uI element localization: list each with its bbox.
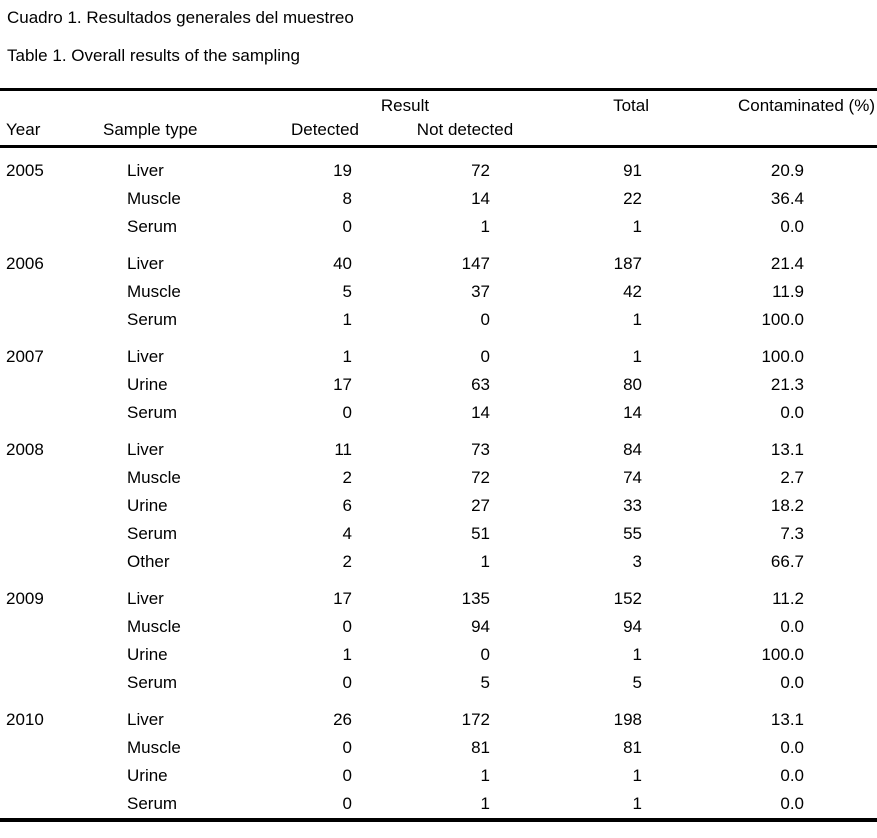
detected-cell: 0 — [342, 794, 352, 813]
sample-type-cell: Liver — [127, 440, 164, 459]
header-row-2 — [0, 118, 877, 147]
not-detected-cell: 135 — [461, 589, 490, 608]
sample-type-header: Sample type — [95, 118, 265, 147]
contaminated-cell: 0.0 — [780, 673, 804, 692]
detected-cell: 40 — [333, 254, 352, 273]
table-row — [0, 576, 877, 613]
sample-type-cell: Muscle — [127, 468, 181, 487]
sample-type-cell: Muscle — [127, 189, 181, 208]
contaminated-cell: 100.0 — [761, 310, 804, 329]
sample-type-cell: Liver — [127, 710, 164, 729]
not-detected-cell: 147 — [461, 254, 490, 273]
table-row — [0, 147, 877, 186]
sample-type-cell: Urine — [127, 496, 168, 515]
table-caption-english: Table 1. Overall results of the sampling — [7, 46, 300, 65]
detected-cell: 1 — [342, 310, 352, 329]
contaminated-cell: 21.3 — [770, 375, 804, 394]
sample-type-cell: Liver — [127, 589, 164, 608]
detected-cell: 0 — [342, 673, 352, 692]
table-row — [0, 334, 877, 371]
not-detected-cell: 63 — [471, 375, 490, 394]
total-cell: 5 — [632, 673, 642, 692]
sample-type-cell: Urine — [127, 375, 168, 394]
year-cell — [0, 278, 95, 306]
contaminated-cell: 66.7 — [770, 552, 804, 571]
table-row — [0, 241, 877, 278]
contaminated-cell: 2.7 — [780, 468, 804, 487]
detected-cell: 0 — [342, 738, 352, 757]
not-detected-cell: 37 — [471, 282, 490, 301]
header-row-1 — [0, 90, 877, 119]
table-row — [0, 371, 877, 399]
total-cell: 198 — [613, 710, 642, 729]
total-cell: 74 — [623, 468, 642, 487]
detected-cell: 0 — [342, 766, 352, 785]
contaminated-cell: 0.0 — [780, 794, 804, 813]
year-cell — [0, 399, 95, 427]
table-row — [0, 641, 877, 669]
table-caption-spanish: Cuadro 1. Resultados generales del muestreo — [7, 8, 354, 27]
total-cell: 3 — [632, 552, 642, 571]
sample-type-cell: Liver — [127, 254, 164, 273]
sample-type-cell: Serum — [127, 310, 178, 329]
header-spacer — [665, 118, 877, 147]
contaminated-cell: 7.3 — [780, 524, 804, 543]
detected-cell: 8 — [342, 189, 352, 208]
table-row — [0, 697, 877, 734]
not-detected-cell: 0 — [480, 645, 490, 664]
not-detected-cell: 72 — [471, 468, 490, 487]
year-cell — [0, 734, 95, 762]
not-detected-cell: 0 — [480, 310, 490, 329]
not-detected-cell: 1 — [480, 217, 490, 236]
table-row — [0, 464, 877, 492]
table-row — [0, 548, 877, 576]
sample-type-cell: Serum — [127, 403, 178, 422]
table-row — [0, 213, 877, 241]
total-cell: 42 — [623, 282, 642, 301]
contaminated-cell: 18.2 — [770, 496, 804, 515]
total-header: Total — [613, 96, 649, 115]
year-cell — [0, 641, 95, 669]
total-cell: 1 — [632, 347, 642, 366]
sample-type-cell: Liver — [127, 347, 164, 366]
detected-cell: 2 — [342, 468, 352, 487]
not-detected-cell: 72 — [471, 161, 490, 180]
sample-type-cell: Muscle — [127, 738, 181, 757]
total-cell: 1 — [632, 794, 642, 813]
contaminated-cell: 21.4 — [770, 254, 804, 273]
total-cell: 81 — [623, 738, 642, 757]
sample-type-cell: Urine — [127, 645, 168, 664]
not-detected-header: Not detected — [385, 118, 545, 147]
table-body — [0, 147, 877, 821]
table-row — [0, 427, 877, 464]
not-detected-cell: 94 — [471, 617, 490, 636]
year-cell — [0, 613, 95, 641]
total-cell: 1 — [632, 217, 642, 236]
detected-cell: 0 — [342, 403, 352, 422]
not-detected-cell: 27 — [471, 496, 490, 515]
table-row — [0, 306, 877, 334]
header-spacer — [0, 90, 95, 119]
year-cell: 2010 — [6, 710, 44, 729]
total-cell: 84 — [623, 440, 642, 459]
total-cell: 94 — [623, 617, 642, 636]
year-cell — [0, 371, 95, 399]
sample-type-cell: Serum — [127, 524, 178, 543]
table-header — [0, 90, 877, 147]
sample-type-cell: Urine — [127, 766, 168, 785]
sample-type-cell: Serum — [127, 673, 178, 692]
total-cell: 22 — [623, 189, 642, 208]
year-cell: 2008 — [6, 440, 44, 459]
total-cell: 1 — [632, 645, 642, 664]
contaminated-cell: 13.1 — [770, 710, 804, 729]
detected-cell: 1 — [342, 645, 352, 664]
not-detected-cell: 51 — [471, 524, 490, 543]
table-row — [0, 762, 877, 790]
total-cell: 187 — [613, 254, 642, 273]
total-cell: 91 — [623, 161, 642, 180]
detected-cell: 6 — [342, 496, 352, 515]
sample-type-cell: Liver — [127, 161, 164, 180]
contaminated-cell: 100.0 — [761, 347, 804, 366]
detected-cell: 11 — [334, 440, 352, 459]
table-row — [0, 520, 877, 548]
total-cell: 1 — [632, 310, 642, 329]
contaminated-cell: 100.0 — [761, 645, 804, 664]
sample-type-cell: Muscle — [127, 282, 181, 301]
sample-type-cell: Serum — [127, 794, 178, 813]
total-cell: 55 — [623, 524, 642, 543]
year-cell — [0, 790, 95, 820]
not-detected-cell: 0 — [480, 347, 490, 366]
year-cell — [0, 548, 95, 576]
not-detected-cell: 14 — [471, 189, 490, 208]
table-row — [0, 669, 877, 697]
table-row — [0, 399, 877, 427]
contaminated-cell: 0.0 — [780, 766, 804, 785]
detected-cell: 26 — [333, 710, 352, 729]
total-cell: 1 — [632, 766, 642, 785]
year-cell — [0, 306, 95, 334]
detected-cell: 5 — [342, 282, 352, 301]
contaminated-cell: 0.0 — [780, 403, 804, 422]
detected-cell: 17 — [333, 375, 352, 394]
year-cell — [0, 669, 95, 697]
contaminated-cell: 0.0 — [780, 738, 804, 757]
table-row — [0, 734, 877, 762]
year-cell — [0, 520, 95, 548]
sample-type-cell: Serum — [127, 217, 178, 236]
year-cell — [0, 464, 95, 492]
detected-cell: 0 — [342, 217, 352, 236]
not-detected-cell: 5 — [480, 673, 490, 692]
results-table — [0, 88, 877, 822]
detected-cell: 2 — [342, 552, 352, 571]
detected-cell: 4 — [342, 524, 352, 543]
year-header: Year — [0, 118, 95, 147]
contaminated-cell: 11.9 — [772, 282, 804, 301]
result-group-header: Result — [380, 96, 430, 115]
contaminated-header: Contaminated (%) — [737, 96, 875, 115]
year-cell: 2006 — [6, 254, 44, 273]
contaminated-cell: 0.0 — [780, 617, 804, 636]
year-cell — [0, 185, 95, 213]
table-row — [0, 185, 877, 213]
year-cell — [0, 492, 95, 520]
contaminated-cell: 20.9 — [770, 161, 804, 180]
header-spacer — [545, 118, 665, 147]
year-cell: 2005 — [6, 161, 44, 180]
detected-cell: 0 — [342, 617, 352, 636]
table-row — [0, 613, 877, 641]
not-detected-cell: 1 — [480, 766, 490, 785]
table-row — [0, 278, 877, 306]
detected-cell: 17 — [333, 589, 352, 608]
sample-type-cell: Muscle — [127, 617, 181, 636]
total-cell: 152 — [613, 589, 642, 608]
not-detected-cell: 1 — [480, 552, 490, 571]
not-detected-cell: 1 — [480, 794, 490, 813]
year-cell — [0, 213, 95, 241]
detected-cell: 19 — [333, 161, 352, 180]
header-spacer — [95, 90, 265, 119]
table-row — [0, 790, 877, 820]
total-cell: 33 — [623, 496, 642, 515]
detected-cell: 1 — [342, 347, 352, 366]
total-cell: 14 — [623, 403, 642, 422]
not-detected-cell: 172 — [461, 710, 490, 729]
detected-header: Detected — [265, 118, 385, 147]
year-cell: 2009 — [6, 589, 44, 608]
table-row — [0, 492, 877, 520]
contaminated-cell: 0.0 — [780, 217, 804, 236]
not-detected-cell: 14 — [471, 403, 490, 422]
year-cell: 2007 — [6, 347, 44, 366]
contaminated-cell: 36.4 — [770, 189, 804, 208]
year-cell — [0, 762, 95, 790]
not-detected-cell: 73 — [471, 440, 490, 459]
sample-type-cell: Other — [127, 552, 170, 571]
total-cell: 80 — [623, 375, 642, 394]
not-detected-cell: 81 — [471, 738, 490, 757]
contaminated-cell: 11.2 — [772, 589, 804, 608]
contaminated-cell: 13.1 — [770, 440, 804, 459]
